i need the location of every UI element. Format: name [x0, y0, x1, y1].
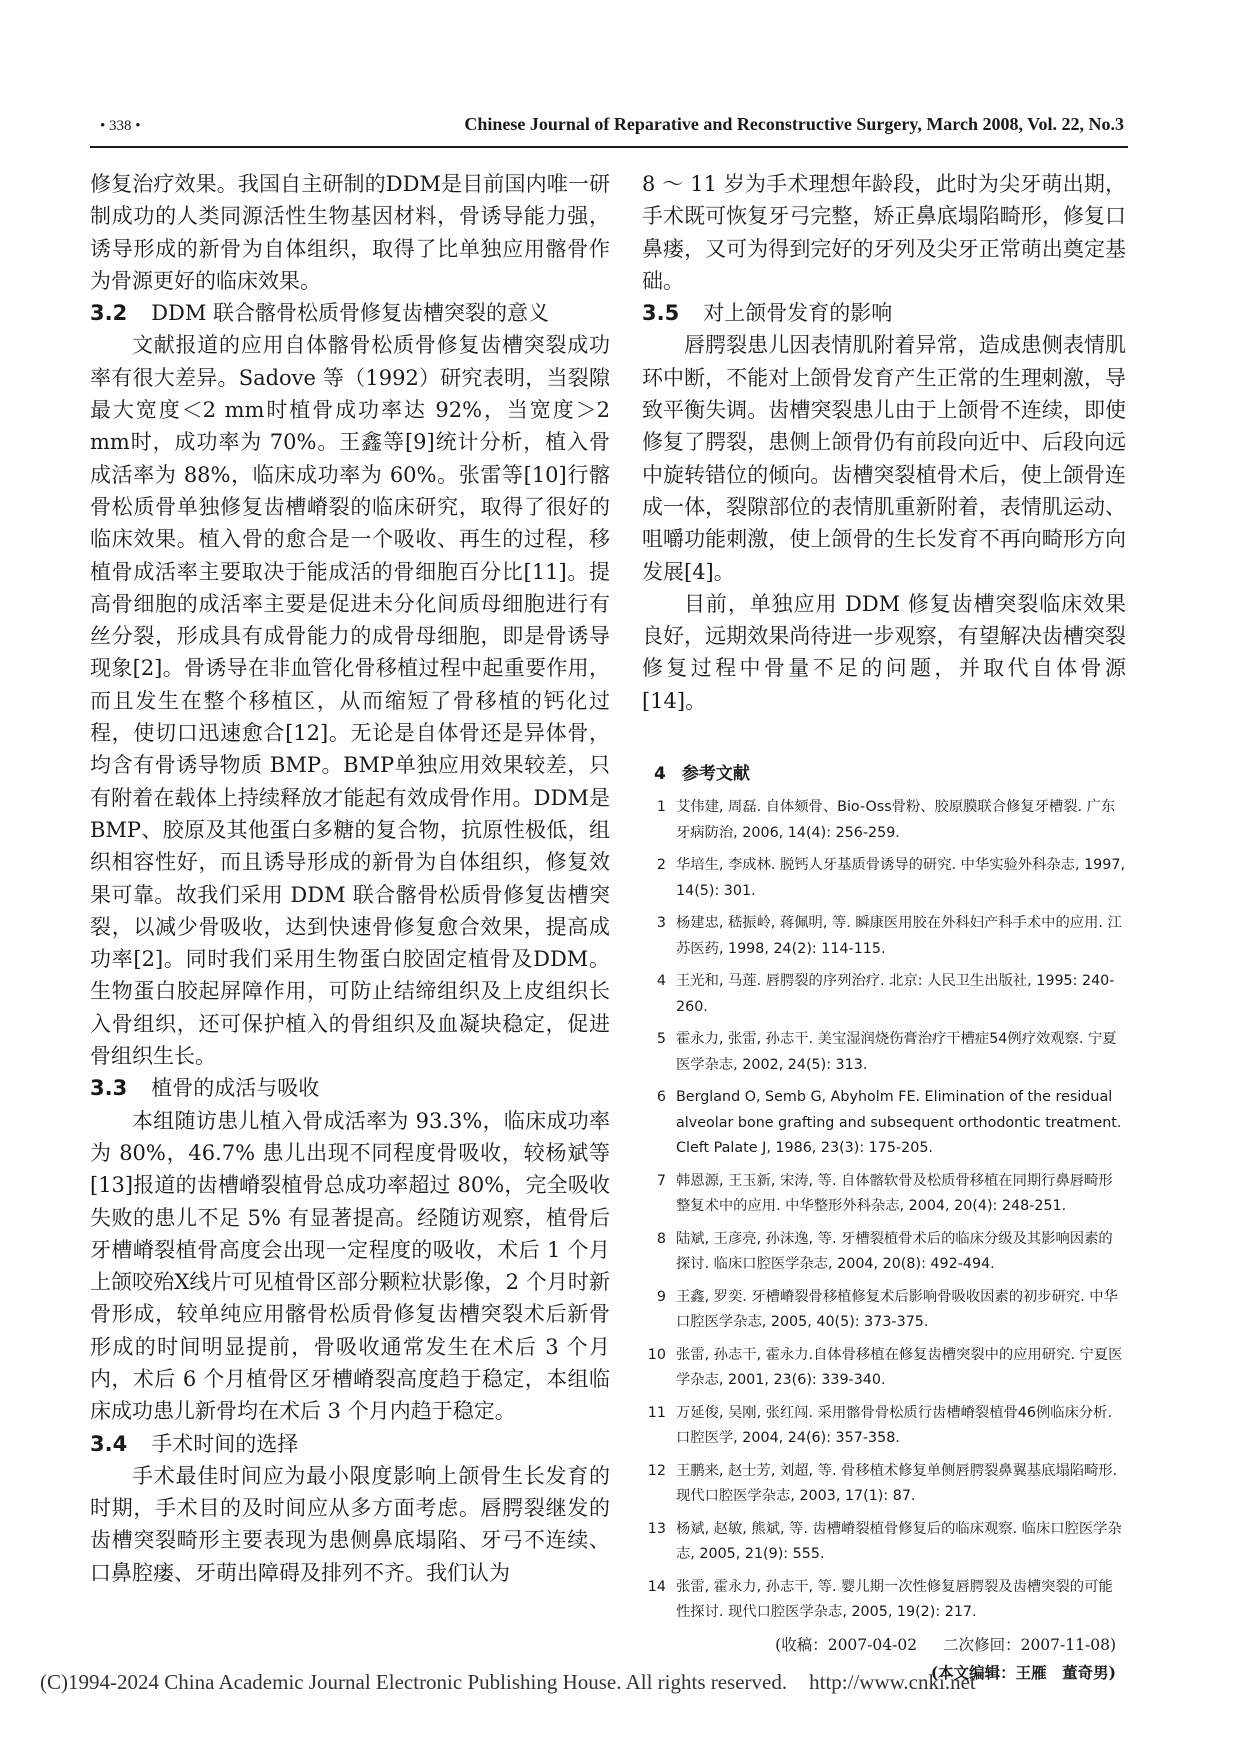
copyright-text: (C)1994-2024 China Academic Journal Electronic Publishing House. All rights reserved. [40, 1670, 788, 1694]
reference-number: 7 [656, 1172, 666, 1189]
cnki-url: http://www.cnki.net [809, 1670, 976, 1694]
reference-number: 2 [656, 857, 666, 874]
reference-item [642, 1169, 1126, 1220]
reference-item [642, 969, 1126, 1020]
reference-number: 4 [656, 973, 666, 990]
reference-item [642, 1517, 1126, 1568]
reference-item [642, 1575, 1126, 1626]
page-number: • 338 • [100, 118, 141, 134]
section-number: 3.5 [642, 301, 680, 326]
received-dates [642, 1633, 1126, 1655]
reference-item [642, 795, 1126, 846]
reference-number: 6 [656, 1089, 666, 1106]
reference-item [642, 1401, 1126, 1452]
reference-text: 韩恩源, 王玉新, 宋涛, 等. 自体髂软骨及松质骨移植在同期行鼻唇畸形整复术中的应用. 中华整形外科杂志, 2004, 20(4): 248-251. [676, 1172, 1113, 1215]
reference-item [642, 911, 1126, 962]
section-heading-3-4 [90, 1428, 610, 1460]
section-number: 3.4 [90, 1431, 128, 1456]
reference-number: 11 [647, 1404, 666, 1421]
reference-number: 1 [656, 799, 666, 816]
received-date: (收稿：2007-04-02 [775, 1635, 918, 1654]
section-number: 3.3 [90, 1076, 128, 1101]
paragraph: 目前，单独应用 DDM 修复齿槽突裂临床效果良好，远期效果尚待进一步观察，有望解决齿槽突裂修复过程中骨量不足的问题，并取代自体骨源[14]。 [642, 591, 1126, 713]
reference-text: 万延俊, 吴刚, 张红闯. 采用髂骨骨松质行齿槽嵴裂植骨46例临床分析. 口腔医学, 2004, 24(6): 357-358. [676, 1404, 1113, 1447]
header-rule [90, 146, 1128, 148]
paragraph: 文献报道的应用自体髂骨松质骨修复齿槽突裂成功率有很大差异。Sadove 等（1992）研究表明，当裂隙最大宽度＜2 mm时植骨成功率达 92%，当宽度＞2 mm时，成功率为 70%。王鑫等[9]统计分析，植入骨成活率为 88%，临床成功率为 60%。张雷等[10]行髂骨松质骨单独修复齿槽嵴裂的临床研究，取得了很好的临床效果。植入骨的愈合是一个吸收、再生的过程，移植骨成活率主要取决于能成活的骨细胞百分比[11]。提高骨细胞的成活率主要是促进未分化间质母细胞进行有丝分裂，形成具有成骨能力的成骨母细胞，即是骨诱导现象[2]。骨诱导在非血管化骨移植过程中起重要作用，而且发生在整个移植区，从而缩短了骨移植的钙化过程，使切口迅速愈合[12]。无论是自体骨还是异体骨，均含有骨诱导物质 BMP。BMP单独应用效果较差，只有附着在载体上持续释放才能起有效成骨作用。DDM是BMP、胶原及其他蛋白多糖的复合物，抗原性极低，组织相容性好，而且诱导形成的新骨为自体组织，修复效果可靠。故我们采用 DDM 联合髂骨松质骨修复齿槽突裂，以减少骨吸收，达到快速骨修复愈合效果，提高成功率[2]。同时我们采用生物蛋白胶固定植骨及DDM。生物蛋白胶起屏障作用，可防止结缔组织及上皮组织长入骨组织，还可保护植入的骨组织及血凝块稳定，促进骨组织生长。 [90, 333, 610, 1069]
reference-text: 王鑫, 罗奕. 牙槽嵴裂骨移植修复术后影响骨吸收因素的初步研究. 中华口腔医学杂志, 2005, 40(5): 373-375. [676, 1288, 1118, 1331]
reference-text: 华培生, 李成林. 脱钙人牙基质骨诱导的研究. 中华实验外科杂志, 1997, 14(5): 301. [676, 857, 1126, 899]
paragraph: 唇腭裂患儿因表情肌附着异常，造成患侧表情肌环中断，不能对上颌骨发育产生正常的生理刺激，导致平衡失调。齿槽突裂患儿由于上颌骨不连续，即使修复了腭裂，患侧上颌骨仍有前段向近中、后段向远中旋转错位的倾向。齿槽突裂植骨术后，使上颌骨连成一体，裂隙部位的表情肌重新附着，表情肌运动、咀嚼功能刺激，使上颌骨的生长发育不再向畸形方向发展[4]。 [642, 333, 1126, 584]
reference-number: 5 [656, 1031, 666, 1048]
right-column [642, 168, 1126, 1683]
reference-number: 8 [656, 1230, 666, 1247]
reference-text: 霍永力, 张雷, 孙志干. 美宝湿润烧伤膏治疗干槽症54例疗效观察. 宁夏医学杂志, 2002, 24(5): 313. [676, 1031, 1117, 1073]
reference-text: 张雷, 霍永力, 孙志干, 等. 婴儿期一次性修复唇腭裂及齿槽突裂的可能性探讨. 现代口腔医学杂志, 2005, 19(2): 217. [676, 1578, 1113, 1621]
reference-item [642, 853, 1126, 904]
reference-text: 陆斌, 王彦亮, 孙沫逸, 等. 牙槽裂植骨术后的临床分级及其影响因素的探讨. 临床口腔医学杂志, 2004, 20(8): 492-494. [676, 1230, 1113, 1273]
reference-item [642, 1085, 1126, 1162]
section-title: 参考文献 [681, 764, 750, 785]
section-heading-3-2 [90, 297, 610, 329]
section-heading-3-3 [90, 1072, 610, 1104]
reference-item [642, 1459, 1126, 1510]
section-title: DDM 联合髂骨松质骨修复齿槽突裂的意义 [151, 301, 550, 326]
journal-running-head: Chinese Journal of Reparative and Reconstructive Surgery, March 2008, Vol. 22, No.3 [464, 114, 1124, 134]
paragraph: 手术最佳时间应为最小限度影响上颌骨生长发育的时期，手术目的及时间应从多方面考虑。唇腭裂继发的齿槽突裂畸形主要表现为患侧鼻底塌陷、牙弓不连续、口鼻腔瘘、牙萌出障碍及排列不齐。我们认为 [90, 1463, 610, 1585]
reference-text: 张雷, 孙志干, 霍永力.自体骨移植在修复齿槽突裂中的应用研究. 宁夏医学杂志, 2001, 23(6): 339-340. [676, 1346, 1123, 1389]
reference-text: 杨斌, 赵敏, 熊斌, 等. 齿槽嵴裂植骨修复后的临床观察. 临床口腔医学杂志, 2005, 21(9): 555. [676, 1520, 1122, 1563]
revised-date: 二次修回：2007-11-08) [943, 1635, 1116, 1654]
reference-number: 9 [656, 1288, 666, 1305]
reference-number: 13 [647, 1520, 666, 1537]
paragraph: 本组随访患儿植入骨成活率为 93.3%，临床成功率为 80%，46.7% 患儿出现不同程度骨吸收，较杨斌等[13]报道的齿槽嵴裂植骨总成功率超过 80%，完全吸收失败的患儿不足 5% 有显著提高。经随访观察，植骨后牙槽嵴裂植骨高度会出现一定程度的吸收，术后 1 个月上颌咬殆X线片可见植骨区部分颗粒状影像，2 个月时新骨形成，较单纯应用髂骨松质骨修复齿槽突裂术后新骨形成的时间明显提前，骨吸收通常发生在术后 3 个月内，术后 6 个月植骨区牙槽嵴裂高度趋于稳定，本组临床成功患儿新骨均在术后 3 个月内趋于稳定。 [90, 1108, 610, 1424]
editor-credit: (本文编辑：王雁 董奇男) [930, 1662, 1116, 1682]
reference-text: 王光和, 马莲. 唇腭裂的序列治疗. 北京: 人民卫生出版社, 1995: 240-260. [676, 973, 1115, 1015]
references-heading [642, 759, 1126, 789]
section-number: 3.2 [90, 301, 128, 326]
section-heading-3-5 [642, 297, 1126, 329]
section-title: 手术时间的选择 [151, 1431, 299, 1456]
reference-number: 14 [647, 1578, 666, 1595]
reference-text: Bergland O, Semb G, Abyholm FE. Elimination of the residual alveolar bone grafting and subsequent orthodontic treatment. Cleft Palate J, 1986, 23(3): 175-205. [676, 1089, 1122, 1157]
reference-text: 王鹏来, 赵士芳, 刘超, 等. 骨移植术修复单侧唇腭裂鼻翼基底塌陷畸形. 现代口腔医学杂志, 2003, 17(1): 87. [676, 1462, 1118, 1505]
section-title: 植骨的成活与吸收 [151, 1076, 320, 1101]
reference-number: 12 [647, 1462, 666, 1479]
reference-item [642, 1227, 1126, 1278]
reference-text: 艾伟建, 周磊. 自体颏骨、Bio-Oss骨粉、胶原膜联合修复牙槽裂. 广东牙病防治, 2006, 14(4): 256-259. [676, 799, 1116, 841]
reference-item [642, 1027, 1126, 1078]
left-column [90, 168, 610, 1589]
paragraph: 8 ～ 11 岁为手术理想年龄段，此时为尖牙萌出期，手术既可恢复牙弓完整，矫正鼻底塌陷畸形，修复口鼻瘘，又可为得到完好的牙列及尖牙正常萌出奠定基础。 [642, 172, 1126, 293]
reference-item [642, 1285, 1126, 1336]
reference-list [642, 795, 1126, 1626]
reference-number: 3 [656, 915, 666, 932]
reference-text: 杨建忠, 嵇振岭, 蒋佩明, 等. 瞬康医用胶在外科妇产科手术中的应用. 江苏医药, 1998, 24(2): 114-115. [676, 915, 1122, 957]
section-number: 4 [654, 764, 666, 785]
reference-item [642, 1343, 1126, 1394]
reference-number: 10 [647, 1346, 666, 1363]
copyright-footer [40, 1670, 976, 1695]
paragraph: 修复治疗效果。我国自主研制的DDM是目前国内唯一研制成功的人类同源活性生物基因材料，骨诱导能力强，诱导形成的新骨为自体组织，取得了比单独应用髂骨作为骨源更好的临床效果。 [90, 172, 610, 293]
section-title: 对上颌骨发育的影响 [703, 301, 893, 326]
